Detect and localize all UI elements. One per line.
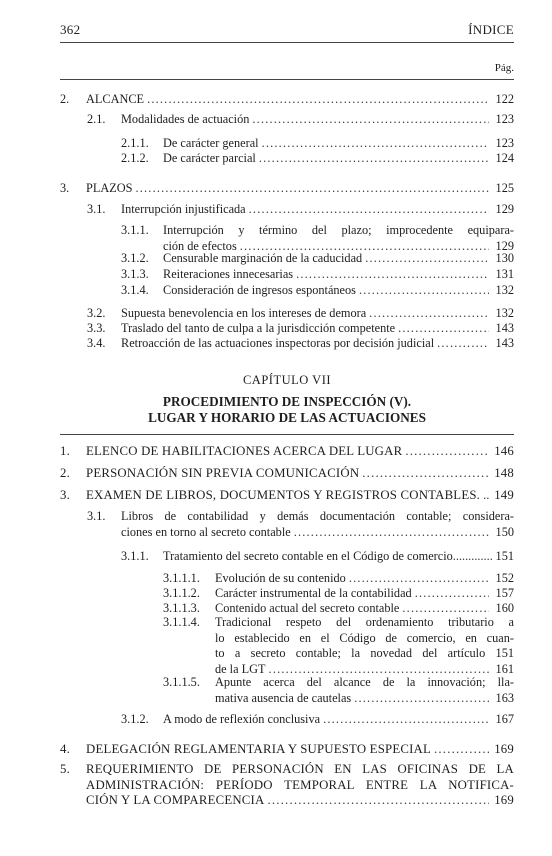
page-number: 362	[60, 22, 81, 37]
header-rule	[60, 42, 514, 43]
page-column-label: Pág.	[494, 62, 514, 74]
entry-page: 129	[495, 202, 514, 216]
entry-number: 3.1.	[87, 509, 106, 523]
entry-number: 2.1.	[87, 112, 106, 126]
entry-page: 169	[494, 793, 514, 807]
leader-dots	[434, 741, 489, 757]
entry-page: 125	[495, 181, 514, 195]
entry-title-line: Libros de contabilidad y demás documentación contable; considera-	[121, 509, 514, 523]
toc-entry[interactable]	[163, 600, 514, 616]
entry-number: 5.	[60, 762, 70, 776]
entry-number: 3.	[60, 488, 70, 502]
entry-title: ciones en torno al secreto contable	[121, 524, 291, 539]
leader-dots	[369, 305, 489, 321]
entry-page: 161	[495, 661, 514, 676]
leader-dots	[437, 335, 489, 351]
entry-title-line: Apunte acerca del alcance de la innovación; lla-	[215, 675, 514, 689]
toc-entry[interactable]	[121, 150, 514, 166]
entry-title-line: REQUERIMIENTO DE PERSONACIÓN EN LAS OFICINAS DE LA	[86, 762, 514, 776]
leader-dots	[398, 320, 489, 336]
chapter-title-line-2: LUGAR Y HORARIO DE LAS ACTUACIONES	[148, 410, 426, 425]
entry-page: 124	[495, 151, 514, 165]
entry-number: 3.1.3.	[121, 267, 149, 281]
entry-page: 123	[495, 112, 514, 126]
entry-number: 3.1.1.5.	[163, 675, 200, 689]
toc-entry[interactable]	[121, 548, 514, 564]
entry-title: Modalidades de actuación	[121, 112, 250, 126]
entry-number: 3.1.1.1.	[163, 571, 200, 585]
leader-dots	[252, 111, 489, 127]
toc-entry[interactable]	[87, 201, 514, 217]
entry-page: 152	[495, 571, 514, 585]
entry-page: 132	[495, 283, 514, 297]
leader-dots	[365, 250, 489, 266]
leader-dots	[354, 691, 489, 707]
entry-page: 149	[494, 488, 514, 502]
entry-number: 3.4.	[87, 336, 106, 350]
entry-page: 160	[495, 601, 514, 615]
entry-title-line: Interrupción y término del plazo; improcedente equipara-	[163, 223, 514, 237]
entry-number: 3.3.	[87, 321, 106, 335]
toc-entry[interactable]	[121, 711, 514, 727]
toc-entry[interactable]	[121, 135, 514, 151]
toc-entry[interactable]	[163, 675, 514, 707]
toc-entry[interactable]	[87, 111, 514, 127]
leader-dots	[296, 266, 489, 282]
entry-title-line: ADMINISTRACIÓN: PERÍODO TEMPORAL ENTRE LA NOTIFICA-	[86, 777, 514, 792]
leader-dots	[415, 585, 489, 601]
entry-page: 146	[494, 444, 514, 458]
entry-title: Evolución de su contenido	[215, 571, 346, 585]
entry-page: 143	[495, 336, 514, 350]
toc-entry[interactable]	[87, 305, 514, 321]
entry-title: ELENCO DE HABILITACIONES ACERCA DEL LUGAR	[86, 444, 403, 458]
entry-title: de la LGT	[215, 661, 266, 676]
entry-number: 2.	[60, 466, 70, 480]
entry-title: EXAMEN DE LIBROS, DOCUMENTOS Y REGISTROS CONTABLES.	[86, 488, 481, 502]
top-rule	[60, 79, 514, 80]
entry-page: 150	[495, 524, 514, 539]
entry-number: 3.2.	[87, 306, 106, 320]
entry-number: 1.	[60, 444, 70, 458]
entry-title: Interrupción injustificada	[121, 202, 246, 216]
entry-page: 143	[495, 321, 514, 335]
leader-dots	[323, 711, 489, 727]
entry-page: 148	[494, 466, 514, 480]
toc-entry[interactable]	[60, 180, 514, 196]
toc-entry[interactable]	[60, 487, 514, 503]
entry-number: 3.1.2.	[121, 251, 149, 265]
entry-title: Consideración de ingresos espontáneos	[163, 283, 356, 297]
entry-number: 3.1.1.3.	[163, 601, 200, 615]
entry-page: 129	[495, 238, 514, 253]
entry-title: CIÓN Y LA COMPARECENCIA	[86, 793, 265, 807]
entry-title-line: lo establecido en el Código de comercio, en cuan-	[215, 630, 514, 645]
toc-entry[interactable]	[87, 320, 514, 336]
chapter-rule	[60, 434, 514, 435]
chapter-label: CAPÍTULO VII	[242, 373, 332, 387]
leader-dots	[249, 201, 489, 217]
entry-title: Carácter instrumental de la contabilidad	[215, 586, 412, 600]
leader-dots	[135, 180, 489, 196]
toc-entry[interactable]	[163, 570, 514, 586]
toc-entry[interactable]	[60, 762, 514, 810]
entry-page: 122	[495, 92, 514, 106]
chapter-title-line-1: PROCEDIMIENTO DE INSPECCIÓN (V).	[162, 394, 412, 409]
leader-dots	[483, 487, 489, 503]
entry-title: Tratamiento del secreto contable en el Código de comercio	[163, 549, 453, 563]
toc-entry[interactable]	[87, 509, 514, 541]
toc-entry[interactable]	[60, 443, 514, 459]
leader-dots	[294, 525, 489, 541]
entry-title: Contenido actual del secreto contable	[215, 601, 400, 615]
running-section-title: ÍNDICE	[468, 22, 514, 37]
entry-title: DELEGACIÓN REGLAMENTARIA Y SUPUESTO ESPECIAL	[86, 742, 431, 756]
leader-dots	[453, 548, 492, 564]
leader-dots	[349, 570, 489, 586]
leader-dots	[262, 135, 489, 151]
entry-title: mativa ausencia de cautelas	[215, 690, 352, 705]
entry-number: 2.	[60, 92, 70, 106]
leader-dots	[359, 282, 489, 298]
entry-number: 3.1.1.	[121, 549, 149, 563]
entry-number: 3.1.1.2.	[163, 586, 200, 600]
toc-entry[interactable]	[163, 585, 514, 601]
leader-dots	[405, 443, 489, 459]
toc-entry[interactable]	[60, 465, 514, 481]
leader-dots	[402, 600, 489, 616]
entry-number: 4.	[60, 742, 70, 756]
entry-number: 2.1.2.	[121, 151, 149, 165]
entry-number: 3.1.1.	[121, 223, 149, 237]
toc-entry[interactable]	[121, 250, 514, 266]
entry-page: 169	[494, 742, 514, 756]
toc-entry[interactable]	[60, 741, 514, 757]
entry-page: 132	[495, 306, 514, 320]
entry-title: ALCANCE	[86, 92, 145, 106]
entry-page: 157	[495, 586, 514, 600]
leader-dots	[147, 91, 489, 107]
entry-page: 130	[495, 251, 514, 265]
entry-title: PLAZOS	[86, 181, 133, 195]
entry-page: 163	[495, 690, 514, 705]
entry-number: 3.	[60, 181, 70, 195]
toc-entry[interactable]	[87, 335, 514, 351]
leader-dots	[362, 465, 489, 481]
entry-title: PERSONACIÓN SIN PREVIA COMUNICACIÓN	[86, 466, 360, 480]
toc-entry[interactable]	[60, 91, 514, 107]
entry-title: Supuesta benevolencia en los intereses de demora	[121, 306, 367, 320]
entry-title: Traslado del tanto de culpa a la jurisdicción competente	[121, 321, 396, 335]
entry-title: De carácter general	[163, 136, 259, 150]
entry-page: 167	[495, 712, 514, 726]
entry-number: 2.1.1.	[121, 136, 149, 150]
entry-page: 151	[495, 549, 514, 563]
entry-number: 3.1.2.	[121, 712, 149, 726]
entry-number: 3.1.1.4.	[163, 615, 200, 629]
leader-dots	[259, 150, 489, 166]
toc-entry[interactable]	[121, 266, 514, 282]
entry-title: De carácter parcial	[163, 151, 256, 165]
toc-entry[interactable]	[163, 615, 514, 677]
entry-title: Reiteraciones innecesarias	[163, 267, 294, 281]
leader-dots	[267, 793, 489, 809]
entry-title-line: to a secreto contable; la novedad del artículo 151	[215, 646, 514, 660]
entry-page: 123	[495, 136, 514, 150]
toc-entry[interactable]	[121, 282, 514, 298]
entry-page: 131	[495, 267, 514, 281]
entry-title: Retroacción de las actuaciones inspectoras por decisión judicial	[121, 336, 435, 350]
entry-title: ción de efectos	[163, 238, 237, 253]
entry-title-line: Tradicional respeto del ordenamiento tributario a	[215, 615, 514, 629]
entry-title: A modo de reflexión conclusiva	[163, 712, 321, 726]
entry-number: 3.1.4.	[121, 283, 149, 297]
entry-title: Censurable marginación de la caducidad	[163, 251, 363, 265]
entry-number: 3.1.	[87, 202, 106, 216]
